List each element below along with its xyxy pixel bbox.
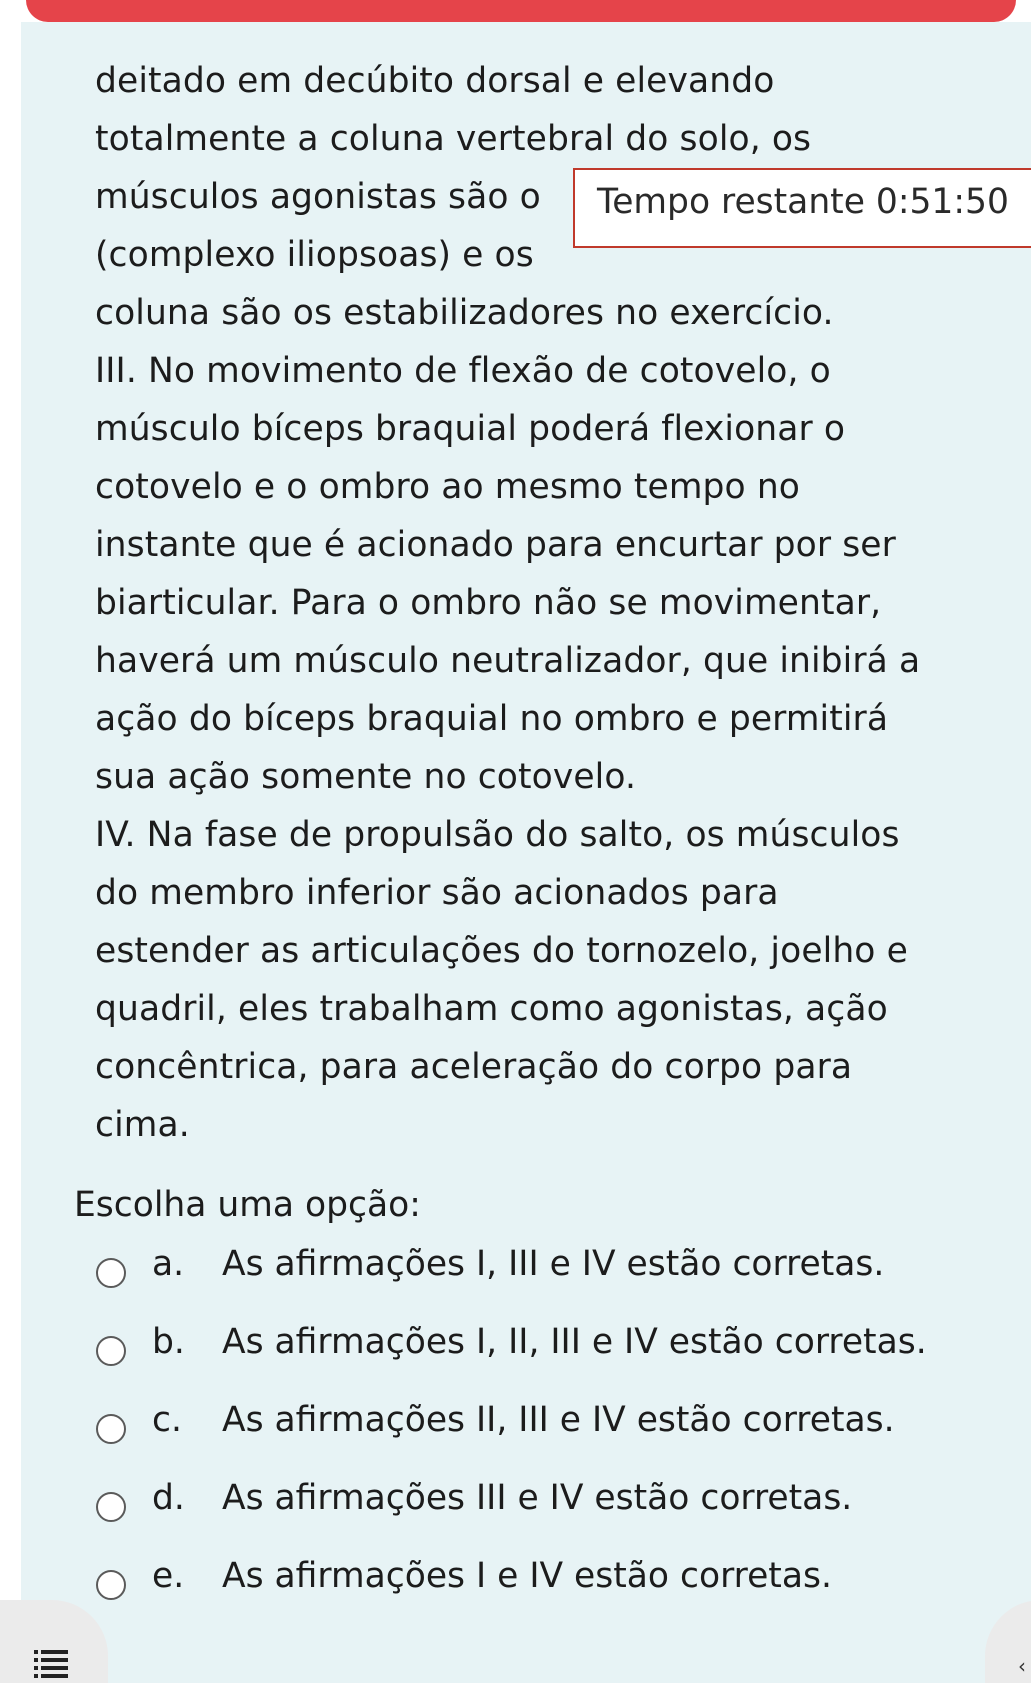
question-line: cima. [95, 1105, 190, 1145]
option-letter: b. [152, 1322, 185, 1362]
radio-button[interactable] [96, 1570, 126, 1600]
question-line: III. No movimento de flexão de cotovelo, o [95, 351, 831, 391]
chevron-left-icon[interactable]: ‹ [1018, 1654, 1026, 1678]
question-line: estender as articulações do tornozelo, joelho e [95, 931, 908, 971]
question-line: quadril, eles trabalham como agonistas, ação [95, 989, 888, 1029]
time-remaining: Tempo restante 0:51:50 [597, 182, 1009, 222]
question-line: biarticular. Para o ombro não se movimentar, [95, 583, 882, 623]
question-line: (complexo iliopsoas) e os [95, 235, 534, 275]
list-icon[interactable] [34, 1648, 68, 1680]
option-c[interactable] [94, 1400, 1014, 1486]
option-b[interactable] [94, 1322, 1014, 1408]
question-line: cotovelo e o ombro ao mesmo tempo no [95, 467, 801, 507]
question-line: coluna são os estabilizadores no exercício. [95, 293, 834, 333]
option-text[interactable]: As afirmações III e IV estão corretas. [222, 1478, 853, 1518]
radio-button[interactable] [96, 1336, 126, 1366]
question-line: músculo bíceps braquial poderá flexionar o [95, 409, 846, 449]
radio-button[interactable] [96, 1414, 126, 1444]
option-letter: a. [152, 1244, 185, 1284]
radio-button[interactable] [96, 1258, 126, 1288]
choose-option-label: Escolha uma opção: [74, 1185, 421, 1225]
header-bar [26, 0, 1016, 22]
question-line: concêntrica, para aceleração do corpo para [95, 1047, 853, 1087]
question-line: deitado em decúbito dorsal e elevando [95, 61, 775, 101]
option-text[interactable]: As afirmações II, III e IV estão corretas. [222, 1400, 895, 1440]
question-line: IV. Na fase de propulsão do salto, os músculos [95, 815, 900, 855]
question-line: músculos agonistas são o [95, 177, 541, 217]
radio-button[interactable] [96, 1492, 126, 1522]
option-text[interactable]: As afirmações I, II, III e IV estão corretas. [222, 1322, 927, 1362]
option-a[interactable] [94, 1244, 1014, 1330]
question-line: ação do bíceps braquial no ombro e permitirá [95, 699, 889, 739]
question-line: sua ação somente no cotovelo. [95, 757, 637, 797]
option-letter: d. [152, 1478, 185, 1518]
question-line: instante que é acionado para encurtar por ser [95, 525, 896, 565]
question-line: haverá um músculo neutralizador, que inibirá a [95, 641, 921, 681]
question-line: do membro inferior são acionados para [95, 873, 779, 913]
option-letter: c. [152, 1400, 182, 1440]
timer-box[interactable] [573, 168, 1031, 248]
option-letter: e. [152, 1556, 185, 1596]
question-line: totalmente a coluna vertebral do solo, os [95, 119, 812, 159]
answer-options [94, 1244, 1014, 1642]
option-d[interactable] [94, 1478, 1014, 1564]
option-text[interactable]: As afirmações I, III e IV estão corretas. [222, 1244, 885, 1284]
option-text[interactable]: As afirmações I e IV estão corretas. [222, 1556, 832, 1596]
option-e[interactable] [94, 1556, 1014, 1642]
